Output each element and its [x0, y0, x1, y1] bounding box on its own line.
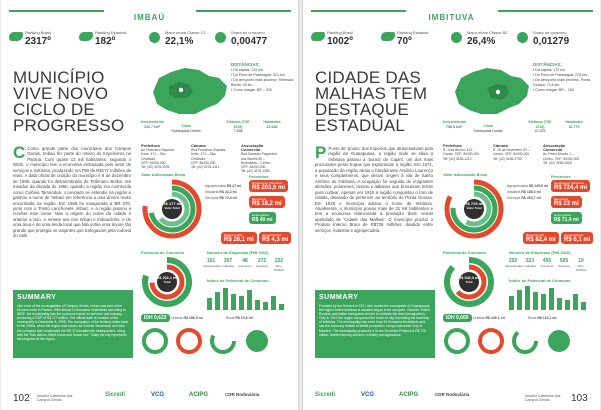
acipg-logo: ACIPG	[189, 392, 209, 398]
right-page	[303, 0, 600, 410]
proventos-pill: Empregados R$ 40 mi	[249, 212, 276, 224]
empresas-stat: 202 Agropecuária	[505, 258, 523, 268]
left-page	[1, 0, 298, 410]
parana-map-icon	[381, 32, 395, 41]
potencial-title: Índice de Potencial de Consumo	[207, 278, 269, 283]
intro-text: C Como grande parte dos municípios dos Campos Gerais, Imbaú fez parte do roteiro do tropeirismo no Paraná. Com quase 13 mil habitantes, segundo o IBGE, o município tem a economia embasada pelo setor de serviços e indústria, produzindo um PIB de R$177 milhões de reais. A data oficial de criação do município é 8 de dezembro de 1995, quando foi desmembrado de Telêmaco Borba. Até meados da década de 1960, quando a região era conhecida como Colônia Tamanduá, o povoado se estendia na região e ganhou o nome de 'Imbaú' em referência a uma árvore muito encontrada na região. Em 1965 foi inaugurada a BR 376, junto com o 'Posto Lanchonete Imbaú', e a região passou a receber este nome. Mas a origem do nome da cidade é anterior a isso, e remete aos rios Imbaú e Imbauzinho, e de uma área é de uma lenda local que fala sobre uma árvore tão grande que protegia os viajantes que trafegavam pela rodovia do café.	[13, 146, 131, 239]
distances-box	[231, 62, 297, 93]
proventos-pill: Bolsa Família R$ 82,4 mi	[523, 232, 559, 244]
kpi-label: Share do consumo	[231, 30, 265, 35]
kpi-share-consumo	[215, 30, 281, 56]
contact-camara: Câmara Rua Francisco Siqueira Kortz, 472 – São Cristóvão. CEP: 84250-000. Tel: (42) 3276-1311.	[191, 143, 226, 170]
kpi-row	[9, 30, 290, 56]
kpi-label: Ranking Brasil	[327, 30, 353, 35]
header-rule	[498, 10, 593, 12]
summary-body: Like most of the municipalities of Campos Gerais, Imbaú was part of the Drovers route in Paraná. With almost 13 thousand inhabitants according to IBGE, the municipality has the economy based on services and industry, producing a GDP of R$ 177 million. The official date of creation of the municipality is December 8, 1995. The occupation of the territory dates back to the 1960s, when the region was known as Colônia Tamanduá, and later the company that constructed the BR 376 installed its headquarters, along with the 'Gas station, Black horse and Snack bar'. Today the city represents the progress of the region.	[17, 304, 128, 341]
kpi-label: Ranking Brasil	[25, 30, 51, 35]
cdr-logo: CDR Rodoviária	[435, 392, 470, 397]
kpi-value: 0,00477	[231, 36, 268, 47]
header-rule	[9, 10, 104, 12]
distances-heading: DISTÂNCIAS:	[231, 62, 260, 67]
empresas-stat: 48 Comércio	[238, 258, 252, 268]
kpi-label: Ranking Estadual	[397, 30, 429, 35]
distance-item: • Da capital: 170 km	[533, 68, 566, 72]
contact-camara: Câmara R. 25 de Novembro, 81 – Centro. CEP: 84430-000. Tel: (42) 3436-1752.	[493, 143, 531, 161]
map-stat-area: Área territorial 330,7 km²	[140, 120, 164, 129]
drop-cap: P	[315, 146, 327, 162]
kpi-ranking-estadual	[381, 30, 447, 56]
proventos-pill: Bolsa Família R$ 26,1 mi	[221, 232, 257, 244]
summary-body: Founded by the Drovers in 1871 who toured the countryside of Guarapuava, the region where Imbituva is situated began to be occupied. German, Polish, Russian and Italian immigrants arrived to cultivate the land (immigration). Only in 1910 the region conquered the forum to city, becoming the township of Imbituva. The municipality has more than 31 thousand inhabitants and has the economy related to textile production, being nicknamed 'City of Meshes'. The municipality produces a Gross Domestic Product of R$ 725 million, divided among services, industry and agriculture.	[319, 304, 431, 337]
distance-item: • Como chegar: BR – 153	[533, 88, 574, 92]
empresas-stat: 565 Serviços	[558, 258, 570, 268]
intro-text: P Ponto de 'pouso' dos tropeiros que atravessavam pela região do Guarapuava, a região onde se situa a Imbituva passou a 'pouso' de Cupim, um dos mais procurados pelos tropas que exploravam a região. Em 1871, a população da região atraiu o bandeirante Antônio Lourenço e seus companheiros, que deram origem à vila de Santo Antônio do Imbituva. A ocupação foi seguida de imigrantes alemães, poloneses, russos e italianos que buscavam terras para cultivar. Apenas em 1910 a região conquistou o foro de cidade, deixando de pertencer ao território de Ponta Grossa. Em 1929 o município adotou o nome de Imbituva. Atualmente, o município possui mais de 31 mil habitantes e tem a economia relacionada à produção têxtil, sendo apelidado de 'Cidade das Malhas'. O município produz o Produto Interno Bruto de R$725 milhões, dividido entre serviços, indústria e agropecuária.	[315, 146, 433, 233]
map-stat-clima: Clima Subtropical Úmido	[473, 124, 503, 133]
parana-map-icon	[79, 32, 93, 41]
kpi-share-classe	[451, 30, 517, 56]
consumo-title: Potencial de Consumo	[141, 250, 185, 255]
renda-row: Agropecuária R$ 47 mi	[205, 184, 242, 188]
kpi-value: 182º	[95, 36, 116, 47]
pie-icon	[149, 32, 160, 43]
kpi-share-classe	[149, 30, 215, 56]
drop-cap: C	[13, 146, 26, 162]
article-title: MUNICÍPIO VIVE NOVO CICLO DE PROGRESSO	[13, 68, 125, 135]
kpi-label: Ranking Estadual	[95, 30, 127, 35]
rural-stat: Rural R$ 15,5 mi	[226, 316, 253, 320]
idh-ring-row	[443, 326, 593, 356]
renda-row: Serviços R$ 263,7 mi	[507, 196, 541, 200]
header-rule	[196, 10, 291, 12]
empresas-title: Número de Empresas (PIB 2016)	[207, 250, 269, 255]
kpi-value: 22,1%	[165, 36, 194, 47]
proventos-pill: Benefícios R$ 16,2 mi	[249, 196, 285, 208]
city-name: IMBAÚ	[133, 13, 166, 22]
proventos-pill: Empregados R$ 71,4 mi	[551, 212, 582, 224]
summary-title: SUMMARY	[319, 294, 359, 301]
map-stat-eleitores: Eleitores (TSE 2016) 7.698	[226, 120, 250, 133]
urbana-stat: Urbana R$ 186,5 mi	[171, 316, 203, 320]
kpi-value: 2317º	[25, 36, 51, 47]
idh-badge: IDH 0,660	[443, 314, 472, 322]
map-stat-habitantes: Habitantes 12.636	[263, 120, 281, 129]
city-marker-icon	[496, 90, 500, 94]
empresas-stat: 272 Serviços	[256, 258, 268, 268]
pie-icon	[215, 32, 226, 43]
consumo-total: R$ 202,1 mi Total	[156, 276, 178, 284]
map-stat-clima: Clima Subtropical Úmido	[171, 124, 201, 133]
acipg-logo: ACIPG	[399, 392, 419, 398]
potencial-bar-chart	[205, 284, 291, 310]
contact-associacao: Associação Comercial Av. Pedro Afonso 1 – Centro. CEP: 84430-000. Tel: (42) 3436-2525.	[543, 143, 581, 165]
brazil-map-icon	[311, 32, 325, 41]
kpi-ranking-brasil	[9, 30, 75, 56]
article-title: CIDADE DAS MALHAS TEM DESTAQUE ESTADUAL	[315, 68, 428, 135]
state-map-graphic	[451, 64, 533, 118]
empresas-stat: 10 Adm. Pública	[576, 258, 586, 272]
header-rule	[311, 10, 406, 12]
kpi-value: 70º	[397, 36, 412, 47]
empresas-stat: 307 Indústria	[222, 258, 234, 268]
summary-title: SUMMARY	[17, 294, 57, 301]
contact-associacao: Associação Comercial Rua Salvador Fagundes dos Santos 50 – Rodoviária – Centro. CEP: 84250-000. Tel: (42) 3276-1280.	[241, 143, 277, 174]
empresas-title: Número de Empresas (PIB 2016)	[509, 250, 571, 255]
potencial-title: Índice de Potencial de Consumo	[509, 278, 571, 283]
renda-row: Indústria R$ 42,2 mi	[205, 190, 237, 194]
city-name: IMBITUVA	[428, 13, 475, 22]
proventos-pill: Rendimento Tributável R$ 203,6 mi	[249, 180, 288, 192]
renda-total: R$ 177 mi Valor Total	[162, 201, 182, 210]
proventos-title: Proventos	[249, 174, 269, 179]
map-stat-habitantes: Habitantes 32.779	[565, 120, 583, 129]
empresas-stat: 161 Agropecuária	[203, 258, 221, 268]
page-number: 102	[13, 393, 30, 404]
cdr-logo: CDR Rodoviária	[225, 392, 260, 397]
pie-icon	[451, 32, 462, 43]
idh-badge: IDH 0,622	[141, 314, 170, 322]
empresas-stat: 523 Indústria	[524, 258, 536, 268]
empresas-stat: 455 Comércio	[540, 258, 554, 268]
proventos-title: Proventos	[551, 174, 571, 179]
pie-icon	[517, 32, 528, 43]
footer-caption: Anuário Caminhos dos Campos Gerais	[525, 394, 561, 402]
brazil-map-icon	[9, 32, 23, 41]
distances-heading: DISTÂNCIAS:	[533, 62, 562, 67]
kpi-value: 0,01279	[533, 36, 570, 47]
footer-caption: Anuário Caminhos dos Campos Gerais	[37, 394, 73, 402]
distance-item: • Como chegar: BR – 376	[231, 88, 272, 92]
sponsor-logos	[315, 392, 505, 404]
urbana-stat: Urbana R$ 426,1 mi	[473, 316, 505, 320]
proventos-pill: Benefícios R$ 23 mi	[551, 196, 582, 208]
renda-row: Indústria R$ 188,3 mi	[507, 190, 541, 194]
kpi-row	[311, 30, 592, 56]
renda-title: Valor Adicionado Bruto	[141, 172, 186, 177]
distance-item: • Do aeroporto mais próximo, Telêmaco Borba: 25 km	[231, 78, 294, 87]
distance-item: • Do Porto de Paranaguá: 321 km	[231, 73, 285, 77]
kpi-share-consumo	[517, 30, 583, 56]
renda-row: Agropecuária R$ 145,6 mi	[507, 184, 549, 188]
distance-item: • Do aeroporto mais próximo, Ponta Grossa: 73,6 km	[533, 78, 590, 87]
summary-box	[315, 290, 435, 358]
sicredi-logo: Sicredi	[105, 392, 126, 398]
vcg-logo: VCG	[151, 392, 165, 398]
kpi-label: Share do consumo	[533, 30, 567, 35]
kpi-ranking-estadual	[79, 30, 145, 56]
distance-item: • Da capital: 222 km	[231, 68, 264, 72]
distances-box	[533, 62, 599, 93]
sicredi-logo: Sicredi	[315, 392, 336, 398]
kpi-value: 26,4%	[467, 36, 496, 47]
vcg-logo: VCG	[361, 392, 375, 398]
renda-title: Valor Adicionado Bruto	[443, 172, 488, 177]
summary-box	[13, 290, 133, 358]
map-stat-area: Área territorial 756,5 km²	[442, 120, 466, 129]
renda-row: Serviços R$ 72,4 mi	[205, 196, 237, 200]
proventos-pill: Aposentadoria R$ 6,1 mi	[561, 232, 593, 244]
sponsor-logos	[105, 392, 295, 404]
rural-stat: Rural R$ 116,2 mi	[528, 316, 557, 320]
empresas-stat: 222 Adm. Pública	[274, 258, 284, 272]
proventos-pill: Aposentadoria R$ 4,3 mi	[259, 232, 291, 244]
kpi-label: Maior share Classe C1	[165, 30, 206, 35]
contact-prefeitura: Prefeitura R. José Brunel, 412 – Centro. CEP: 84430-000. Tel: (42) 3436-1212.	[443, 143, 481, 161]
kpi-value: 1002º	[327, 36, 353, 47]
page-number: 103	[571, 393, 588, 404]
proventos-pill: Rendimento Tributável R$ 724,4 mi	[551, 180, 590, 192]
renda-total: R$ 725 mi Valor Total	[464, 201, 484, 210]
kpi-ranking-brasil	[311, 30, 377, 56]
consumo-title: Potencial de Consumo	[443, 250, 487, 255]
kpi-label: Maior share Classe B2	[467, 30, 508, 35]
potencial-bar-chart	[507, 284, 593, 310]
distance-item: • Do Porto de Paranaguá: 278 km	[533, 73, 587, 77]
consumo-total: R$ 542,3 mi Total	[458, 276, 480, 284]
map-stat-eleitores: Eleitores (TSE 2016) 22.323	[528, 120, 552, 133]
city-marker-icon	[179, 88, 183, 92]
idh-ring-row	[141, 326, 291, 356]
state-map-graphic	[149, 64, 231, 118]
contact-prefeitura: Prefeitura Av. Francisco Siqueira Kortz, 471 – São Cristóvão. CEP: 84250-000. Tel: (42) 3276-1199.	[141, 143, 174, 170]
